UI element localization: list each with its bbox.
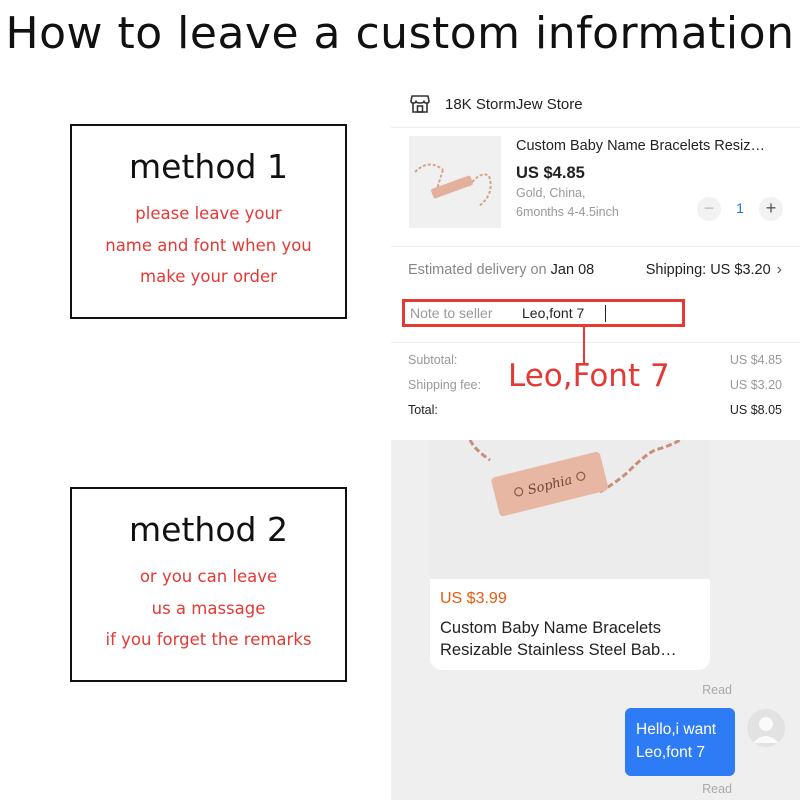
method-1-title: method 1 — [129, 147, 288, 186]
divider — [391, 342, 800, 343]
method-1-line: make your order — [140, 267, 277, 286]
quantity-decrease-button[interactable]: − — [697, 197, 721, 221]
read-receipt: Read — [702, 683, 732, 697]
product-card-price: US $3.99 — [440, 590, 507, 607]
callout-note-text: Leo,Font 7 — [508, 358, 670, 394]
product-card-image — [430, 440, 710, 579]
read-receipt: Read — [702, 782, 732, 796]
bracelet-image — [409, 136, 501, 228]
method-2-line: if you forget the remarks — [105, 630, 312, 649]
user-icon — [747, 709, 785, 747]
shipping-fee-label: Shipping fee: — [408, 378, 481, 392]
quantity-value: 1 — [736, 200, 744, 216]
page-title: How to leave a custom information — [5, 8, 795, 59]
message-bubble[interactable] — [625, 708, 735, 776]
method-2-line: or you can leave — [139, 567, 278, 586]
chat-screenshot — [391, 440, 800, 800]
product-thumbnail[interactable] — [409, 136, 501, 228]
divider — [391, 246, 800, 247]
subtotal-value: US $4.85 — [729, 353, 782, 367]
product-card[interactable] — [430, 440, 710, 670]
product-price: US $4.85 — [516, 164, 585, 182]
message-text: Hello,i want — [636, 721, 717, 738]
chevron-right-icon: › — [776, 261, 782, 278]
method-2-box — [70, 487, 347, 682]
method-1-line: please leave your — [135, 204, 282, 223]
method-1-line: name and font when you — [105, 235, 312, 255]
total-label: Total: — [408, 403, 438, 417]
note-label: Note to seller — [410, 305, 493, 321]
text-cursor — [605, 305, 606, 322]
store-name: 18K StormJew Store — [445, 95, 583, 113]
product-card-title: Resizable Stainless Steel Bab… — [440, 641, 677, 659]
method-2-title: method 2 — [129, 510, 288, 549]
bracelet-photo — [430, 440, 710, 579]
product-variant: Gold, China, — [516, 186, 586, 200]
quantity-increase-button[interactable]: + — [759, 197, 783, 221]
shipping-label: Shipping: US $3.20 — [645, 262, 771, 278]
method-2-line: us a massage — [151, 598, 266, 618]
total-value: US $8.05 — [729, 403, 782, 417]
shipping-option[interactable] — [646, 261, 782, 279]
subtotal-label: Subtotal: — [408, 353, 458, 367]
engraving-text: Sophia — [526, 472, 574, 499]
avatar[interactable] — [747, 709, 785, 747]
delivery-date: Jan 08 — [550, 262, 595, 278]
product-card-title: Custom Baby Name Bracelets — [440, 619, 662, 637]
message-text: Leo,font 7 — [636, 744, 705, 761]
note-to-seller-field[interactable] — [402, 299, 685, 327]
estimated-delivery — [408, 262, 594, 278]
delivery-label: Estimated delivery on — [408, 262, 551, 278]
product-title[interactable]: Custom Baby Name Bracelets Resiz… — [516, 138, 765, 154]
store-row[interactable] — [409, 92, 583, 116]
method-1-box — [70, 124, 347, 319]
shipping-fee-value: US $3.20 — [729, 378, 782, 392]
product-variant-size: 6months 4-4.5inch — [516, 205, 619, 219]
store-icon — [409, 93, 431, 115]
divider — [391, 127, 800, 128]
note-value: Leo,font 7 — [522, 305, 585, 321]
